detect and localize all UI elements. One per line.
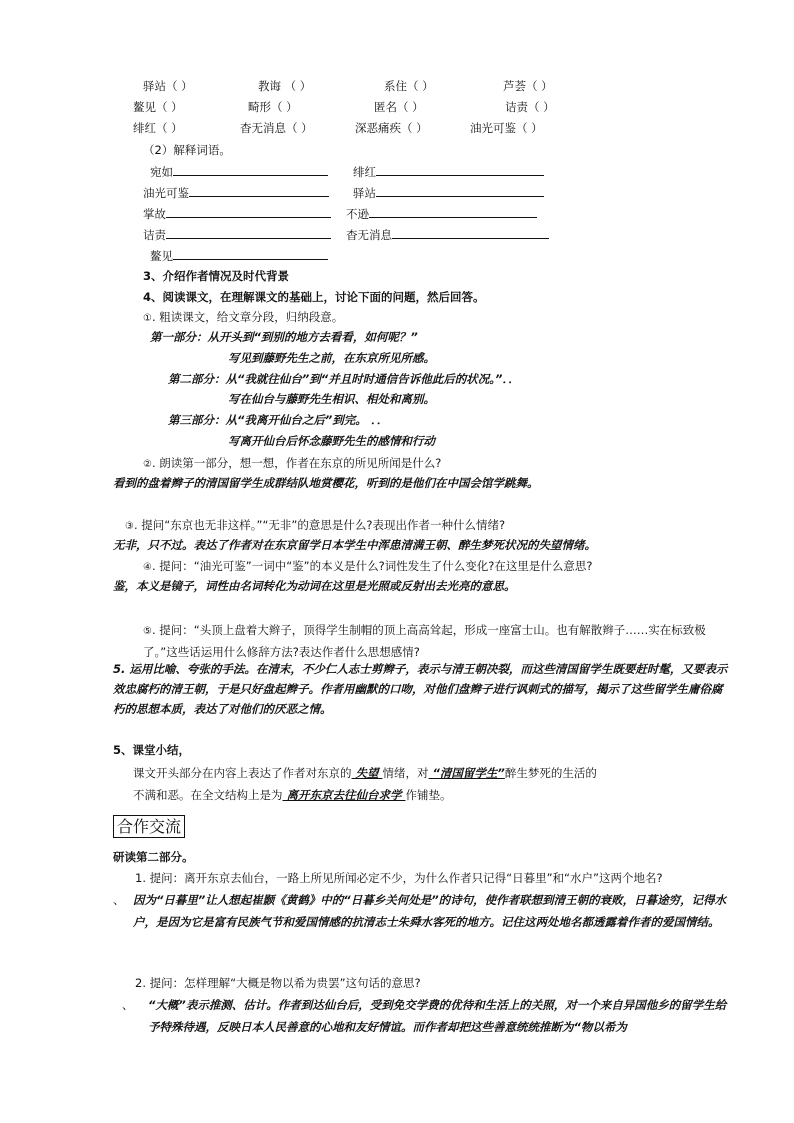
- study2-a2: “大概”表示推测、估计。作者到达仙台后，受到免交学费的优待和生活上的关照，对一个来自异国他乡的留学生给予特殊待遇，反映日本人民善意的心地和友好情谊。而作者却把这些善意统统推断为“物以希为: [148, 998, 727, 1034]
- q3-answer: 无非，只不过。表达了作者对在东京留学日本学生中浑患清满王朝、醉生梦死状况的失望情绪。: [113, 538, 596, 552]
- q1-part2: 第二部分：从“我就往仙台”到“并且时时通信告诉他此后的状况。”．．: [168, 372, 520, 386]
- cooperation-title: 合作交流: [113, 815, 185, 838]
- define-item: 驿站: [353, 184, 544, 201]
- vocab-row1-1: 驿站（ ）: [143, 79, 193, 93]
- q1: ①. 粗读课文，给文章分段，归纳段意。: [143, 310, 344, 324]
- vocab-row2-3: 匿名（ ）: [374, 100, 424, 114]
- vocab-row1-4: 芦荟（ ）: [503, 79, 553, 93]
- q5-answer: 5. 运用比喻、夸张的手法。在清末，不少仁人志士剪辫子，表示与清王朝决裂，而这些清国留学生既要赶时髦，又要表示效忠腐朽的清王朝，于是只好盘起辫子。作者用幽默的口吻，对他们盘辫子进行讽刺式的描写，揭示了这些留学生庸俗腐朽的思想本质，表达了对他们的厌恶之情。: [113, 662, 728, 716]
- define-item: 掌故: [143, 205, 331, 222]
- summary-blank-3: 离开东京去往仙台求学: [282, 788, 406, 802]
- define-item: 油光可鉴: [143, 184, 329, 201]
- q2: ②. 朗读第一部分，想一想，作者在东京的所见所闻是什么?: [143, 456, 442, 470]
- study2-a1-lead: 、: [113, 893, 125, 907]
- study2-a2-lead: 、: [122, 998, 134, 1012]
- vocab-row2-4: 诘责（ ）: [505, 100, 555, 114]
- summary-blank-2: “清国留学生”: [428, 766, 505, 780]
- study2-a1: 因为“日暮里”让人想起崔颢《黄鹤》中的“日暮乡关何处是”的诗句，使作者联想到清王朝的衰败，日暮途穷，记得水户，是因为它是富有民族气节和爱国情感的抗清志士朱舜水客死的地方。记住这两处地名都透露着作者的爱国情结。: [133, 893, 727, 929]
- q1-part3: 第三部分：从“我离开仙台之后”到完。 ．．: [168, 413, 389, 427]
- vocab-row2-2: 畸形（ ）: [248, 100, 298, 114]
- define-item: 绯红: [353, 163, 544, 180]
- q2-num: ②: [143, 459, 152, 470]
- q1-part1-summary: 写见到藤野先生之前，在东京所见所感。: [228, 351, 435, 365]
- q3-num: ③: [125, 521, 134, 532]
- vocab-row3-4: 油光可鉴（ ）: [470, 121, 543, 135]
- vocab-row1-3: 系住（ ）: [384, 79, 434, 93]
- vocab-row3-3: 深恶痛疾（ ）: [355, 121, 428, 135]
- summary-line2: 不满和恶。在全文结构上是为 离开东京去往仙台求学 作铺垫。: [133, 788, 452, 802]
- q1-part3-summary: 写离开仙台后怀念藤野先生的感情和行动: [228, 434, 435, 448]
- study2-q1: 1. 提问：离开东京去仙台，一路上所见所闻必定不少，为什么作者只记得“日暮里”和“水户”这两个地名?: [135, 871, 663, 885]
- define-item: 鳌见: [150, 247, 328, 264]
- study2-q2: 2. 提问：怎样理解“大概是物以希为贵罢”这句话的意思?: [135, 976, 421, 990]
- q1-num: ①: [143, 313, 152, 324]
- q5-num: ⑤: [143, 626, 152, 637]
- q1-part1: 第一部分：从开头到“到别的地方去看看，如何呢？”: [150, 330, 418, 344]
- section4-title: 4、阅读课文，在理解课文的基础上，讨论下面的问题，然后回答。: [143, 290, 485, 304]
- define-item: 宛如: [150, 163, 328, 180]
- q5: ⑤. 提问：“头顶上盘着大辫子，顶得学生制帽的顶上高高耸起，形成一座富士山。也有解散辫子……实在标致极了。”这些话运用什么修辞方法?表达作者什么思想感情?: [143, 623, 706, 659]
- q4-answer: 鉴，本义是镜子，词性由名词转化为动词在这里是光照或反射出去光亮的意思。: [113, 579, 516, 593]
- section5-title: 5、课堂小结，: [113, 743, 191, 757]
- define-item: 杳无消息: [346, 226, 549, 243]
- vocab-row3-1: 绯红（ ）: [133, 121, 183, 135]
- q4: ④. 提问：“油光可鉴”一词中“鉴”的本义是什么?词性发生了什么变化?在这里是什么意思?: [143, 559, 593, 573]
- q1-part2-summary: 写在仙台与藤野先生相识、相处和离别。: [228, 392, 435, 406]
- study2-title: 研读第二部分。: [113, 850, 194, 864]
- summary-blank-1: 失望: [351, 766, 383, 780]
- define-title: （2）解释词语。: [143, 143, 231, 157]
- vocab-row2-1: 鳌见（ ）: [133, 100, 183, 114]
- q4-num: ④: [143, 562, 152, 573]
- vocab-row3-2: 杳无消息（ ）: [240, 121, 313, 135]
- vocab-row1-2: 教诲 （ ）: [258, 79, 312, 93]
- define-item: 诘责: [143, 226, 331, 243]
- section3-title: 3、介绍作者情况及时代背景: [143, 269, 290, 283]
- q2-answer: 看到的盘着辫子的清国留学生成群结队地赏樱花，听到的是他们在中国会馆学跳舞。: [113, 476, 539, 490]
- summary-line1: 课文开头部分在内容上表达了作者对东京的 失望 情绪，对 “清国留学生”醉生梦死的生活的: [133, 766, 597, 780]
- define-item: 不逊: [346, 205, 537, 222]
- q3: ③. 提问“东京也无非这样。”“无非”的意思是什么?表现出作者一种什么情绪?: [125, 518, 506, 532]
